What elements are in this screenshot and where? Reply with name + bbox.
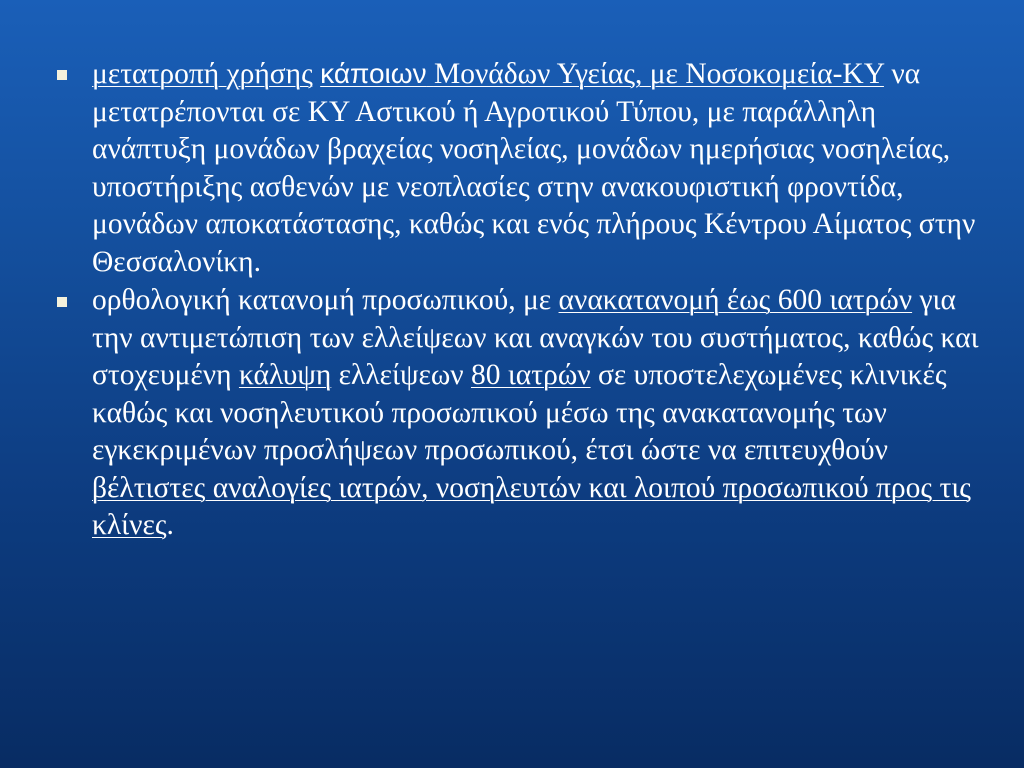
- text-run: [427, 58, 434, 90]
- text-run: για την αντιμετώπιση των ελλείψεων και αναγκών του συστήματος, καθώς και στοχευμένη: [92, 284, 979, 391]
- bullet-list: [52, 55, 982, 546]
- underlined-text: Μονάδων Υγείας, με Νοσοκομεία-ΚΥ: [433, 58, 884, 90]
- bullet-item-hospital-conversion: [52, 55, 982, 281]
- underlined-text: ανακατανομή έως 600 ιατρών: [558, 284, 913, 316]
- text-run: να μετατρέπονται σε ΚΥ Αστικού ή Αγροτικού Τύπου, με παράλληλη ανάπτυξη μονάδων βραχείας νοσηλείας, μονάδων ημερήσιας νοσηλείας, υποστήριξης ασθενών με νεοπλασίες στην ανακουφιστική φροντίδα, μονάδων αποκατάστασης, καθώς και ενός πλήρους Κέντρου Αίματος στην Θεσσαλονίκη.: [92, 58, 976, 278]
- text-run: .: [166, 509, 174, 541]
- text-run: σε υποστελεχωμένες κλινικές καθώς και νοσηλευτικού προσωπικού μέσω της ανακατανομής των εγκεκριμένων προσλήψεων προσωπικού, έτσι ώστε να επιτευχθούν: [92, 359, 947, 466]
- text-run: ελλείψεων: [331, 359, 471, 391]
- square-bullet-icon: [57, 297, 67, 307]
- bullet-item-staff-allocation: [52, 282, 982, 545]
- square-bullet-icon: [57, 70, 67, 80]
- underlined-text: βέλτιστες αναλογίες ιατρών, νοσηλευτών και λοιπού προσωπικού προς τις κλίνες: [92, 471, 971, 541]
- underlined-text: μετατροπή χρήσης: [92, 58, 313, 90]
- text-run: ορθολογική κατανομή προσωπικού, με: [92, 284, 559, 316]
- underlined-text: 80 ιατρών: [470, 359, 591, 391]
- underlined-text: κάποιων: [320, 58, 427, 89]
- underlined-text: κάλυψη: [238, 359, 332, 391]
